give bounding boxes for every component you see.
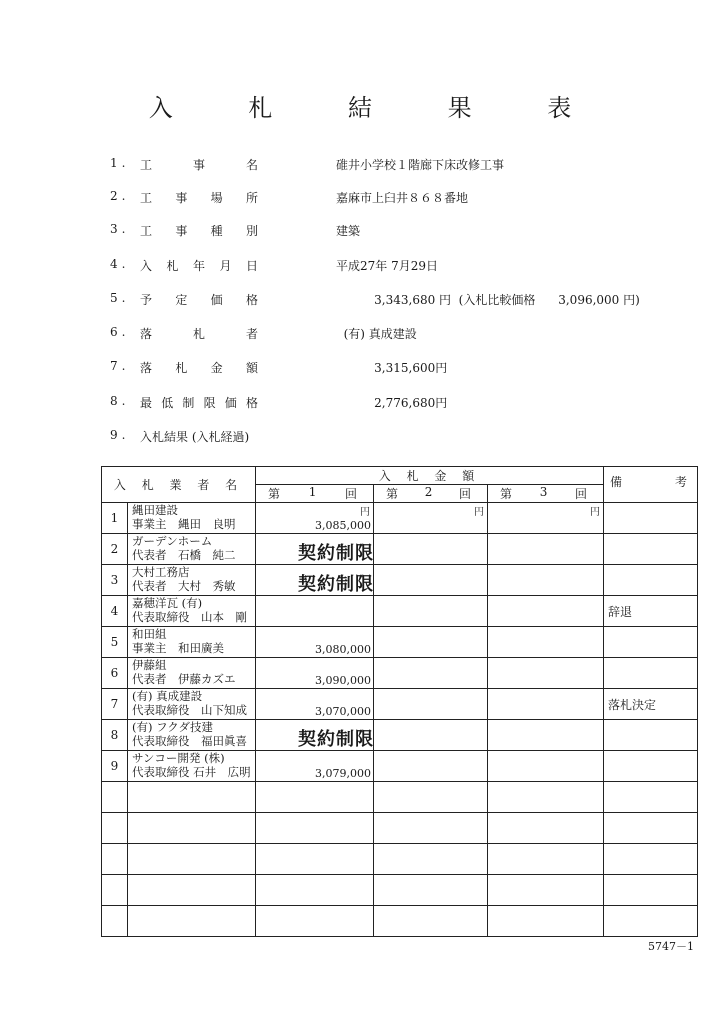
contract-restriction-stamp: 契約制限: [298, 574, 375, 595]
amount-round-2: [374, 751, 488, 782]
info-item-number: 7.: [110, 359, 130, 373]
amount-round-2: [374, 627, 488, 658]
info-item-value: 3,343,680 円 (入札比較価格 3,096,000 円): [336, 293, 640, 307]
bidder-name: ガーデンホーム 代表者 石橋 純二: [128, 534, 256, 565]
amount-round-1: [256, 534, 374, 565]
info-item-value: 3,315,600円: [336, 361, 448, 375]
empty-cell: [102, 875, 128, 906]
amount-round-1: [256, 565, 374, 596]
empty-cell: [604, 782, 698, 813]
empty-cell: [604, 813, 698, 844]
table-row: [102, 534, 698, 565]
empty-cell: [374, 844, 488, 875]
empty-cell: [256, 782, 374, 813]
amount-round-3: [488, 751, 604, 782]
amount-round-1: [256, 627, 374, 658]
bid-amount: 3,079,000: [315, 767, 372, 780]
info-item: [0, 189, 720, 209]
yen-unit: 円: [590, 507, 601, 518]
info-item: [0, 359, 720, 379]
bid-amount: 3,070,000: [315, 705, 372, 718]
table-row: [102, 596, 698, 627]
row-number: 5: [102, 627, 128, 658]
amount-round-3: [488, 534, 604, 565]
bid-amount: 3,085,000: [315, 519, 372, 532]
amount-round-2: [374, 689, 488, 720]
empty-cell: [488, 813, 604, 844]
empty-cell: [256, 813, 374, 844]
amount-round-3: [488, 565, 604, 596]
amount-round-2: [374, 596, 488, 627]
header-bidder: 入 札 業 者 名: [102, 467, 256, 503]
empty-cell: [128, 813, 256, 844]
info-item-value: 碓井小学校１階廊下床改修工事: [336, 158, 505, 172]
yen-unit: 円: [474, 507, 485, 518]
empty-cell: [128, 844, 256, 875]
row-number: 1: [102, 503, 128, 534]
amount-round-1: [256, 689, 374, 720]
info-item: [0, 325, 720, 345]
empty-cell: [102, 782, 128, 813]
info-item: [0, 428, 720, 448]
bid-amount: 3,080,000: [315, 643, 372, 656]
info-item: [0, 156, 720, 176]
empty-table-row: [102, 782, 698, 813]
info-item-label: 入 札 年 月 日: [140, 259, 258, 273]
empty-cell: [102, 906, 128, 937]
table-row: [102, 503, 698, 534]
bidder-name: 縄田建設 事業主 縄田 良明: [128, 503, 256, 534]
header-amount: 入 札 金 額: [256, 467, 604, 485]
bid-result-table: [101, 466, 698, 937]
amount-round-2: [374, 503, 488, 534]
info-item-number: 5.: [110, 291, 130, 305]
bidder-name: 伊藤組 代表者 伊藤カズエ: [128, 658, 256, 689]
header-remarks: 備 考: [604, 467, 698, 503]
remarks-cell: 落札決定: [604, 689, 698, 720]
header-round-2: 第 2 回: [374, 485, 488, 503]
bid-amount: 3,090,000: [315, 674, 372, 687]
table-row: [102, 565, 698, 596]
info-item-label: 最 低 制 限 価 格: [140, 396, 258, 410]
bidder-name: (有) フクダ技建 代表取締役 福田眞喜: [128, 720, 256, 751]
empty-cell: [604, 844, 698, 875]
amount-round-3: [488, 658, 604, 689]
row-number: 6: [102, 658, 128, 689]
remarks-cell: [604, 534, 698, 565]
empty-table-row: [102, 844, 698, 875]
contract-restriction-stamp: 契約制限: [298, 729, 375, 750]
empty-cell: [256, 844, 374, 875]
info-item-label: 工 事 名: [140, 158, 258, 172]
yen-unit: 円: [360, 507, 371, 518]
empty-cell: [488, 782, 604, 813]
page-title: 入 札 結 果 表: [148, 94, 606, 122]
amount-round-1: [256, 503, 374, 534]
empty-cell: [488, 906, 604, 937]
empty-cell: [128, 906, 256, 937]
remarks-cell: [604, 658, 698, 689]
remarks-cell: [604, 720, 698, 751]
info-item-value: 嘉麻市上臼井８６８番地: [336, 191, 469, 205]
amount-round-1: [256, 720, 374, 751]
table-row: [102, 720, 698, 751]
remarks-cell: [604, 751, 698, 782]
amount-round-3: [488, 720, 604, 751]
info-item-number: 2.: [110, 189, 130, 203]
empty-table-row: [102, 813, 698, 844]
bidder-name: サンコー開発 (株) 代表取締役 石井 広明: [128, 751, 256, 782]
empty-cell: [604, 875, 698, 906]
row-number: 3: [102, 565, 128, 596]
info-item-number: 1.: [110, 156, 130, 170]
row-number: 9: [102, 751, 128, 782]
amount-round-3: [488, 627, 604, 658]
info-item-label: 工 事 種 別: [140, 224, 258, 238]
amount-round-3: [488, 503, 604, 534]
empty-table-row: [102, 875, 698, 906]
empty-cell: [102, 813, 128, 844]
remarks-cell: [604, 503, 698, 534]
page-number: 5747－1: [648, 940, 694, 953]
table-row: [102, 751, 698, 782]
amount-round-1: [256, 658, 374, 689]
bidder-name: 嘉穂洋瓦 (有) 代表取締役 山本 剛: [128, 596, 256, 627]
info-item-label: 入札結果 (入札経過): [140, 430, 250, 444]
table-body: [102, 503, 698, 937]
amount-round-1: [256, 596, 374, 627]
bidder-name: (有) 真成建設 代表取締役 山下知成: [128, 689, 256, 720]
row-number: 8: [102, 720, 128, 751]
header-round-3: 第 3 回: [488, 485, 604, 503]
info-item-label: 工 事 場 所: [140, 191, 258, 205]
amount-round-3: [488, 689, 604, 720]
amount-round-1: [256, 751, 374, 782]
remarks-cell: [604, 627, 698, 658]
table-row: [102, 658, 698, 689]
amount-round-2: [374, 534, 488, 565]
empty-cell: [604, 906, 698, 937]
info-item-value: (有) 真成建設: [336, 327, 417, 341]
amount-round-2: [374, 565, 488, 596]
empty-cell: [102, 844, 128, 875]
info-item-number: 9.: [110, 428, 130, 442]
info-item: [0, 394, 720, 414]
empty-cell: [128, 875, 256, 906]
bidder-name: 大村工務店 代表者 大村 秀敏: [128, 565, 256, 596]
info-item: [0, 291, 720, 311]
row-number: 4: [102, 596, 128, 627]
empty-cell: [374, 906, 488, 937]
info-item-number: 8.: [110, 394, 130, 408]
empty-cell: [256, 906, 374, 937]
info-item: [0, 222, 720, 242]
info-item: [0, 257, 720, 277]
header-round-1: 第 1 回: [256, 485, 374, 503]
empty-cell: [488, 875, 604, 906]
remarks-cell: [604, 565, 698, 596]
info-item-value: 平成27年 7月29日: [336, 259, 438, 273]
info-item-value: 2,776,680円: [336, 396, 448, 410]
info-item-label: 落 札 金 額: [140, 361, 258, 375]
info-item-label: 予 定 価 格: [140, 293, 258, 307]
info-item-number: 3.: [110, 222, 130, 236]
amount-round-2: [374, 658, 488, 689]
table-row: [102, 689, 698, 720]
empty-cell: [128, 782, 256, 813]
table-row: [102, 627, 698, 658]
amount-round-2: [374, 720, 488, 751]
info-item-label: 落 札 者: [140, 327, 258, 341]
empty-cell: [256, 875, 374, 906]
info-item-value: 建築: [336, 224, 361, 238]
row-number: 7: [102, 689, 128, 720]
empty-cell: [374, 813, 488, 844]
empty-cell: [488, 844, 604, 875]
amount-round-3: [488, 596, 604, 627]
empty-cell: [374, 875, 488, 906]
empty-table-row: [102, 906, 698, 937]
bidder-name: 和田組 事業主 和田廣美: [128, 627, 256, 658]
empty-cell: [374, 782, 488, 813]
info-item-number: 4.: [110, 257, 130, 271]
remarks-cell: 辞退: [604, 596, 698, 627]
row-number: 2: [102, 534, 128, 565]
contract-restriction-stamp: 契約制限: [298, 543, 375, 564]
info-item-number: 6.: [110, 325, 130, 339]
